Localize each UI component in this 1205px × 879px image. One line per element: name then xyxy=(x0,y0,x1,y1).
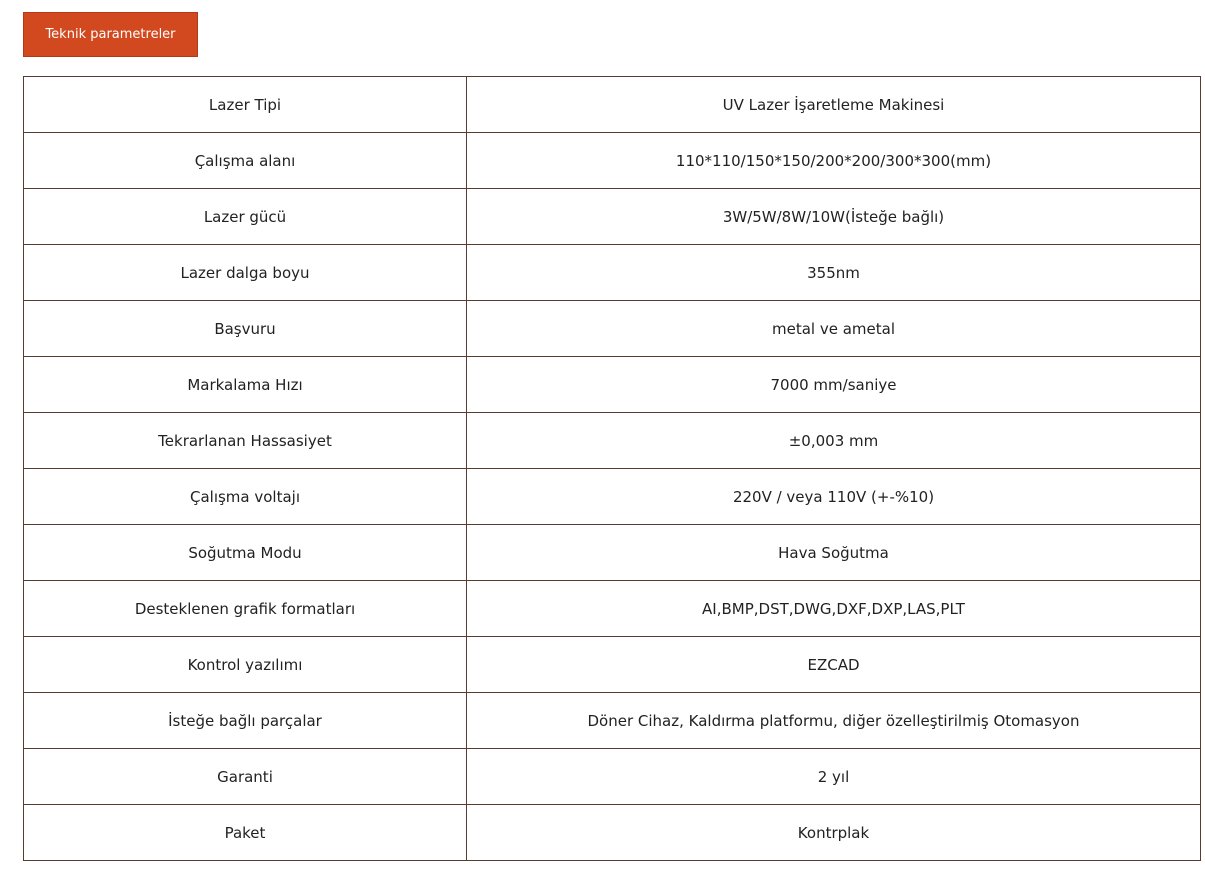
spec-label: Garanti xyxy=(24,749,467,805)
spec-value: UV Lazer İşaretleme Makinesi xyxy=(467,77,1201,133)
spec-label: Lazer dalga boyu xyxy=(24,245,467,301)
spec-label: Soğutma Modu xyxy=(24,525,467,581)
table-row xyxy=(24,525,1201,581)
spec-value: AI,BMP,DST,DWG,DXF,DXP,LAS,PLT xyxy=(467,581,1201,637)
table-row xyxy=(24,581,1201,637)
spec-label: Başvuru xyxy=(24,301,467,357)
spec-value: 2 yıl xyxy=(467,749,1201,805)
spec-value: Hava Soğutma xyxy=(467,525,1201,581)
spec-value: 110*110/150*150/200*200/300*300(mm) xyxy=(467,133,1201,189)
table-row xyxy=(24,133,1201,189)
spec-label: Çalışma voltajı xyxy=(24,469,467,525)
table-row xyxy=(24,413,1201,469)
table-row xyxy=(24,357,1201,413)
spec-label: Markalama Hızı xyxy=(24,357,467,413)
spec-value: metal ve ametal xyxy=(467,301,1201,357)
spec-label: Kontrol yazılımı xyxy=(24,637,467,693)
table-row xyxy=(24,693,1201,749)
table-row xyxy=(24,637,1201,693)
spec-label: Desteklenen grafik formatları xyxy=(24,581,467,637)
spec-value: Döner Cihaz, Kaldırma platformu, diğer özelleştirilmiş Otomasyon xyxy=(467,693,1201,749)
table-row xyxy=(24,469,1201,525)
spec-value: 355nm xyxy=(467,245,1201,301)
spec-label: Tekrarlanan Hassasiyet xyxy=(24,413,467,469)
table-row xyxy=(24,749,1201,805)
spec-value: 220V / veya 110V (+-%10) xyxy=(467,469,1201,525)
spec-label: İsteğe bağlı parçalar xyxy=(24,693,467,749)
table-row xyxy=(24,189,1201,245)
table-row xyxy=(24,77,1201,133)
spec-value: 3W/5W/8W/10W(İsteğe bağlı) xyxy=(467,189,1201,245)
table-row xyxy=(24,245,1201,301)
spec-label: Lazer gücü xyxy=(24,189,467,245)
spec-value: 7000 mm/saniye xyxy=(467,357,1201,413)
spec-label: Paket xyxy=(24,805,467,861)
table-row xyxy=(24,301,1201,357)
spec-table-body xyxy=(24,77,1201,861)
spec-table xyxy=(23,76,1201,861)
technical-parameters-tab[interactable]: Teknik parametreler xyxy=(23,12,198,57)
spec-value: Kontrplak xyxy=(467,805,1201,861)
spec-value: ±0,003 mm xyxy=(467,413,1201,469)
spec-label: Lazer Tipi xyxy=(24,77,467,133)
spec-label: Çalışma alanı xyxy=(24,133,467,189)
spec-value: EZCAD xyxy=(467,637,1201,693)
table-row xyxy=(24,805,1201,861)
